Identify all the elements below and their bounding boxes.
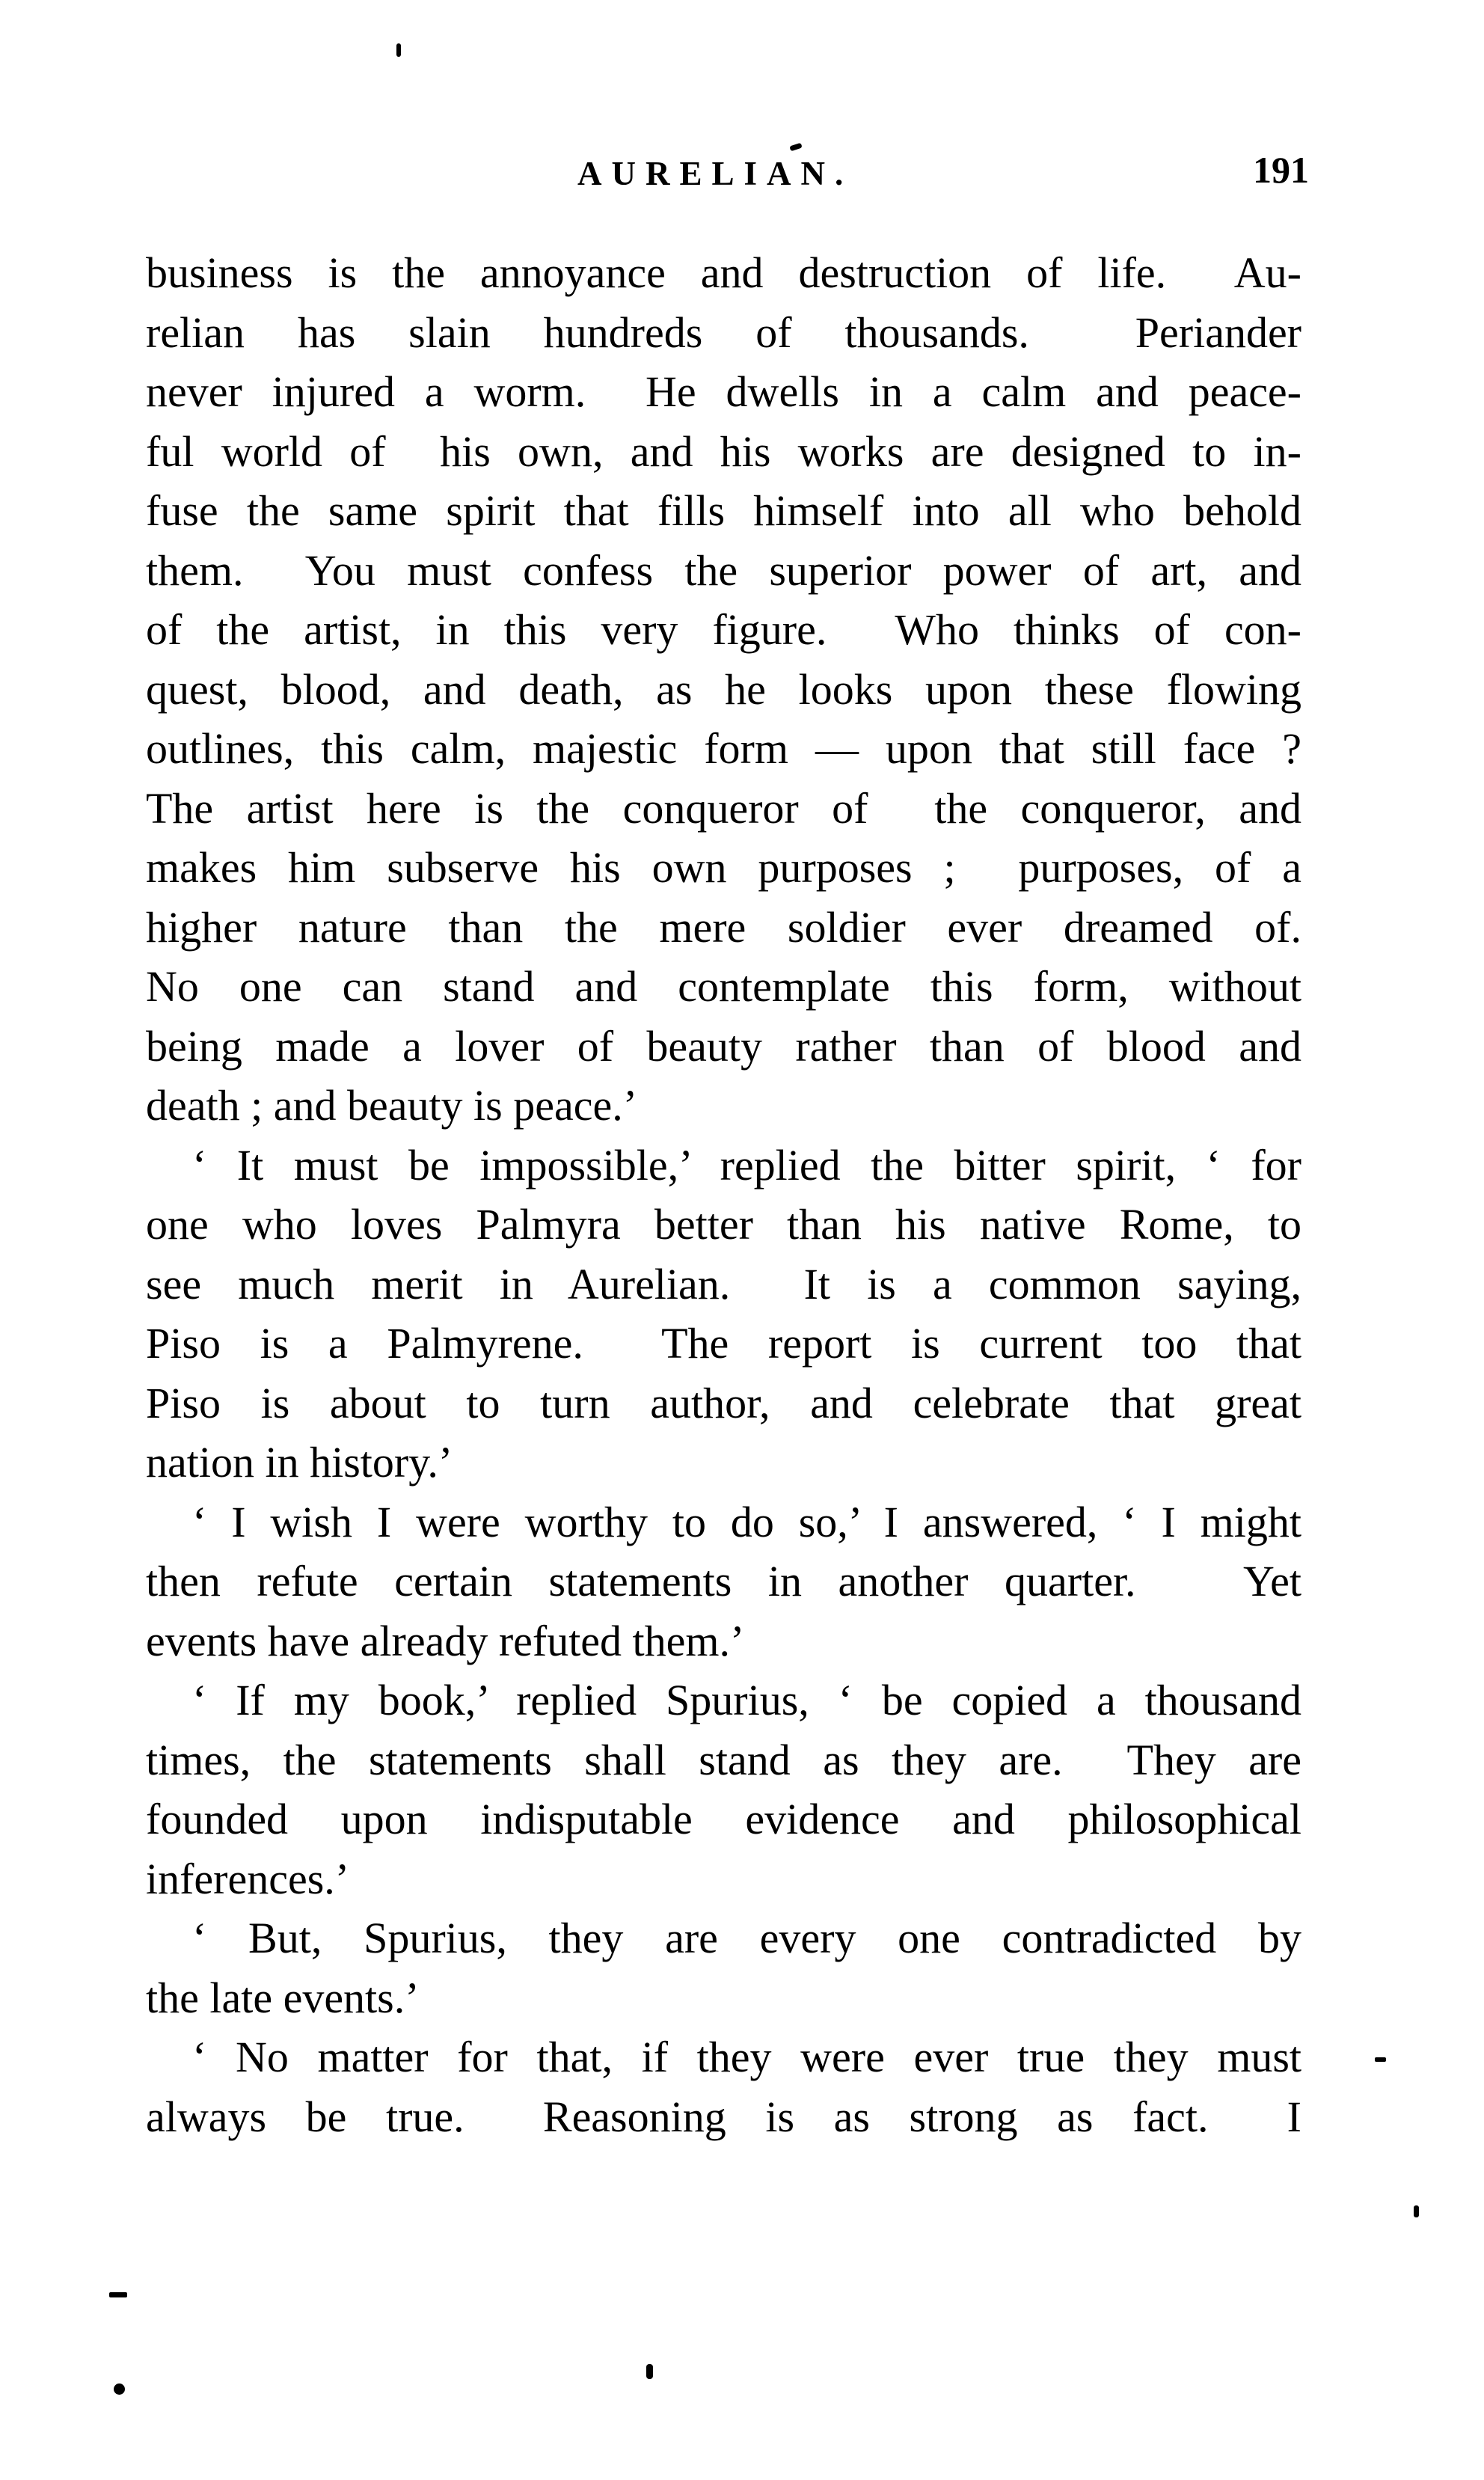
text-line: always be true. Reasoning is as strong as fact. I xyxy=(146,2092,1301,2141)
text-line: never injured a worm. He dwells in a calm and peace- xyxy=(146,367,1301,416)
ink-speck xyxy=(1414,2205,1419,2217)
ink-speck xyxy=(646,2364,653,2379)
text-line: The artist here is the conqueror of the conqueror, and xyxy=(146,783,1301,833)
text-line: ‘ I wish I were worthy to do so,’ I answered, ‘ I might xyxy=(192,1497,1301,1546)
text-line: the late events.’ xyxy=(146,1973,420,2022)
text-line: nation in history.’ xyxy=(146,1438,453,1487)
text-line: inferences.’ xyxy=(146,1854,350,1903)
text-line: ‘ No matter for that, if they were ever true they must xyxy=(192,2033,1301,2081)
text-line: Piso is a Palmyrene. The report is current too that xyxy=(146,1319,1301,1368)
text-line: ‘ It must be impossible,’ replied the bitter spirit, ‘ for xyxy=(192,1140,1301,1190)
text-line: ful world of his own, and his works are designed to in- xyxy=(146,426,1301,476)
text-line: times, the statements shall stand as they are. They are xyxy=(146,1735,1301,1784)
ink-speck xyxy=(109,2292,127,2297)
page-body-text xyxy=(146,243,1301,2146)
text-line: higher nature than the mere soldier ever dreamed of. xyxy=(146,902,1301,952)
text-line: Piso is about to turn author, and celebrate that great xyxy=(146,1378,1301,1427)
text-line: relian has slain hundreds of thousands. Periander xyxy=(146,307,1301,357)
text-line: outlines, this calm, majestic form — upon that still face ? xyxy=(146,724,1301,773)
text-line: ‘ If my book,’ replied Spurius, ‘ be copied a thousand xyxy=(192,1676,1301,1724)
page-number: 191 xyxy=(1253,149,1309,191)
ink-speck xyxy=(114,2383,125,2395)
text-line: founded upon indisputable evidence and philosophical xyxy=(146,1795,1301,1843)
text-line: ‘ But, Spurius, they are every one contradicted by xyxy=(192,1914,1301,1962)
text-line: fuse the same spirit that fills himself into all who behold xyxy=(146,486,1301,535)
text-line: then refute certain statements in another quarter. Yet xyxy=(146,1557,1301,1605)
text-line: death ; and beauty is peace.’ xyxy=(146,1081,638,1130)
ink-speck xyxy=(396,43,401,57)
text-line: one who loves Palmyra better than his native Rome, to xyxy=(146,1200,1301,1249)
text-line: see much merit in Aurelian. It is a common saying, xyxy=(146,1259,1301,1308)
text-line: quest, blood, and death, as he looks upon these flowing xyxy=(146,664,1301,714)
ink-speck xyxy=(1375,2057,1386,2062)
text-line: No one can stand and contemplate this form, without xyxy=(146,962,1301,1011)
ink-speck xyxy=(789,143,802,152)
text-line: events have already refuted them.’ xyxy=(146,1616,745,1665)
text-line: makes him subserve his own purposes ; purposes, of a xyxy=(146,843,1301,892)
text-line: business is the annoyance and destruction of life. Au- xyxy=(146,248,1301,297)
text-line: being made a lover of beauty rather than of blood and xyxy=(146,1021,1301,1071)
text-line: them. You must confess the superior power of art, and xyxy=(146,545,1301,595)
text-line: of the artist, in this very figure. Who thinks of con- xyxy=(146,605,1301,654)
running-header-title: AURELIAN. xyxy=(577,155,853,192)
